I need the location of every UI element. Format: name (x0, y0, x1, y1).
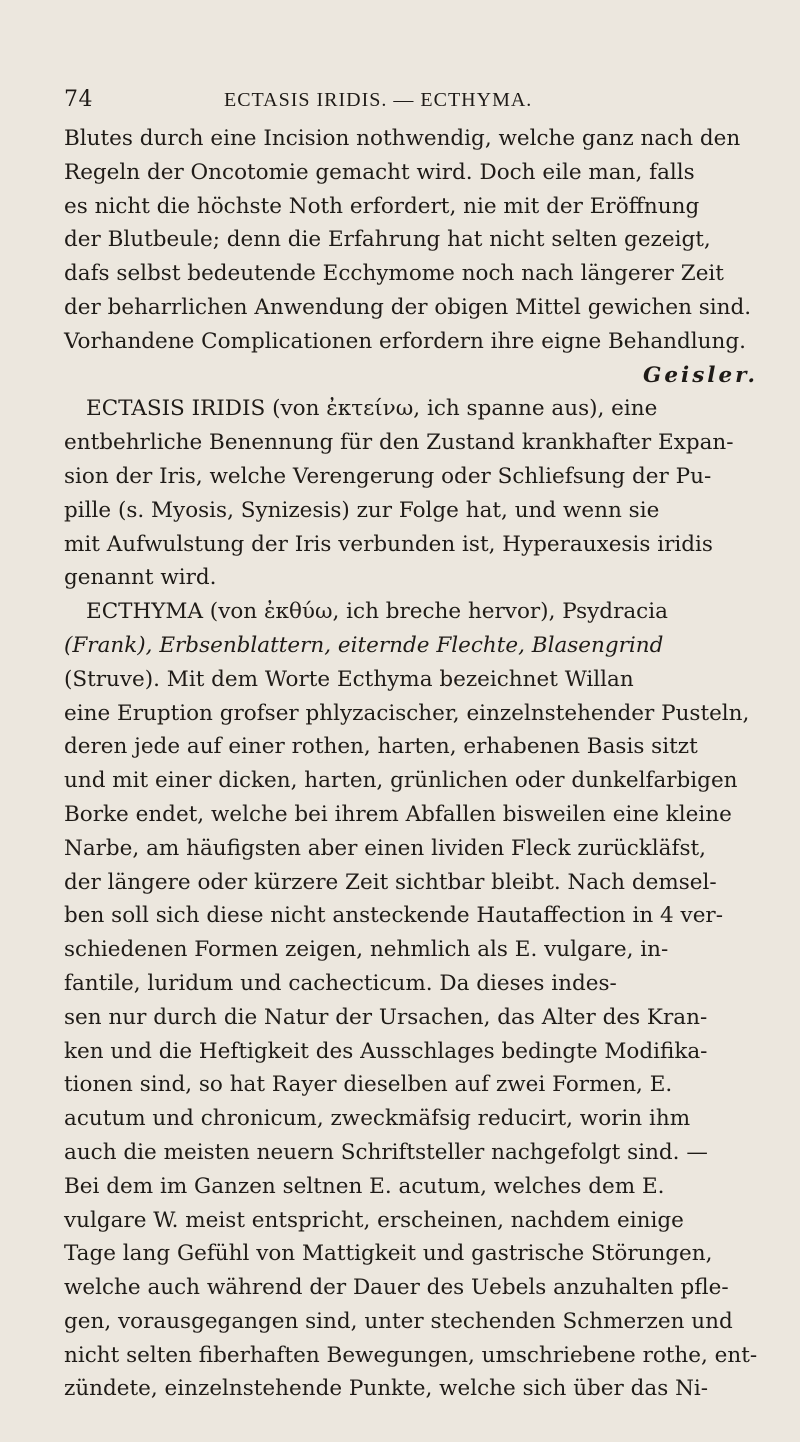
text-line: genannt wird. (64, 565, 217, 591)
text-line: der Blutbeule; denn die Erfahrung hat nicht selten gezeigt, (64, 227, 711, 253)
text-line: auch die meisten neuern Schriftsteller nachgefolgt sind. — (64, 1139, 708, 1165)
text-line: der längere oder kürzere Zeit sichtbar bleibt. Nach demsel- (64, 869, 717, 895)
text-line: entbehrliche Benennung für den Zustand krankhafter Expan- (64, 430, 734, 456)
text-line: Tage lang Gefühl von Mattigkeit und gastrische Störungen, (64, 1241, 713, 1267)
running-title: ECTASIS IRIDIS. — ECTHYMA. (224, 89, 533, 111)
text-line: Narbe, am häufigsten aber einen lividen Fleck zurückläfst, (64, 835, 706, 861)
text-line: Regeln der Oncotomie gemacht wird. Doch eile man, falls (64, 159, 695, 185)
entry-heading-line: ECTHYMA (von ἐκθύω, ich breche hervor), Psydracia (86, 599, 668, 625)
text-line: sion der Iris, welche Verengerung oder Schliefsung der Pu- (64, 463, 712, 489)
entry-ecthyma (64, 595, 764, 1406)
page-body (64, 122, 764, 1406)
entry-ectasis-iridis (64, 392, 764, 595)
text-line: Borke endet, welche bei ihrem Abfallen bisweilen eine kleine (64, 801, 732, 827)
text-line: zündete, einzelnstehende Punkte, welche sich über das Ni- (64, 1376, 709, 1402)
page-number: 74 (64, 87, 93, 112)
text-line: deren jede auf einer rothen, harten, erhabenen Basis sitzt (64, 734, 698, 760)
page-header (64, 78, 764, 122)
text-line: eine Eruption grofser phlyzacischer, einzelnstehender Pusteln, (64, 700, 750, 726)
text-line: dafs selbst bedeutende Ecchymome noch nach längerer Zeit (64, 261, 724, 287)
text-line: Bei dem im Ganzen seltnen E. acutum, welches dem E. (64, 1173, 665, 1199)
text-line: der beharrlichen Anwendung der obigen Mittel gewichen sind. (64, 294, 752, 320)
text-line: schiedenen Formen zeigen, nehmlich als E. vulgare, in- (64, 937, 669, 963)
text-line: es nicht die höchste Noth erfordert, nie mit der Eröffnung (64, 193, 700, 219)
text-line: gen, vorausgegangen sind, unter stechenden Schmerzen und (64, 1308, 733, 1334)
text-line: und mit einer dicken, harten, grünlichen oder dunkelfarbigen (64, 768, 738, 794)
text-line: fantile, luridum und cachecticum. Da dieses indes- (64, 970, 617, 996)
text-line: pille (s. Myosis, Synizesis) zur Folge hat, und wenn sie (64, 497, 660, 523)
paragraph-geisler (64, 122, 764, 392)
synonyms-line: (Frank), Erbsenblattern, eiternde Flechte, Blasengrind (64, 632, 664, 658)
text-line: mit Aufwulstung der Iris verbunden ist, Hyperauxesis iridis (64, 531, 713, 557)
text-line: (Struve). Mit dem Worte Ecthyma bezeichnet Willan (64, 666, 634, 692)
text-line: sen nur durch die Natur der Ursachen, das Alter des Kran- (64, 1004, 708, 1030)
text-line: tionen sind, so hat Rayer dieselben auf zwei Formen, E. (64, 1072, 673, 1098)
text-line: ken und die Heftigkeit des Ausschlages bedingte Modifika- (64, 1038, 708, 1064)
text-line: vulgare W. meist entspricht, erscheinen, nachdem einige (64, 1207, 684, 1233)
text-line: acutum und chronicum, zweckmäfsig reducirt, worin ihm (64, 1106, 691, 1132)
author-signature: Geisler. (643, 362, 758, 388)
text-line: welche auch während der Dauer des Uebels anzuhalten pfle- (64, 1275, 729, 1301)
text-line: nicht selten fiberhaften Bewegungen, umschriebene rothe, ent- (64, 1342, 758, 1368)
text-line: ben soll sich diese nicht ansteckende Hautaffection in 4 ver- (64, 903, 723, 929)
text-line: Blutes durch eine Incision nothwendig, welche ganz nach den (64, 126, 741, 151)
entry-heading-line: ECTASIS IRIDIS (von ἐκτείνω, ich spanne aus), eine (86, 396, 658, 422)
text-line: Vorhandene Complicationen erfordern ihre eigne Behandlung. (64, 328, 746, 354)
